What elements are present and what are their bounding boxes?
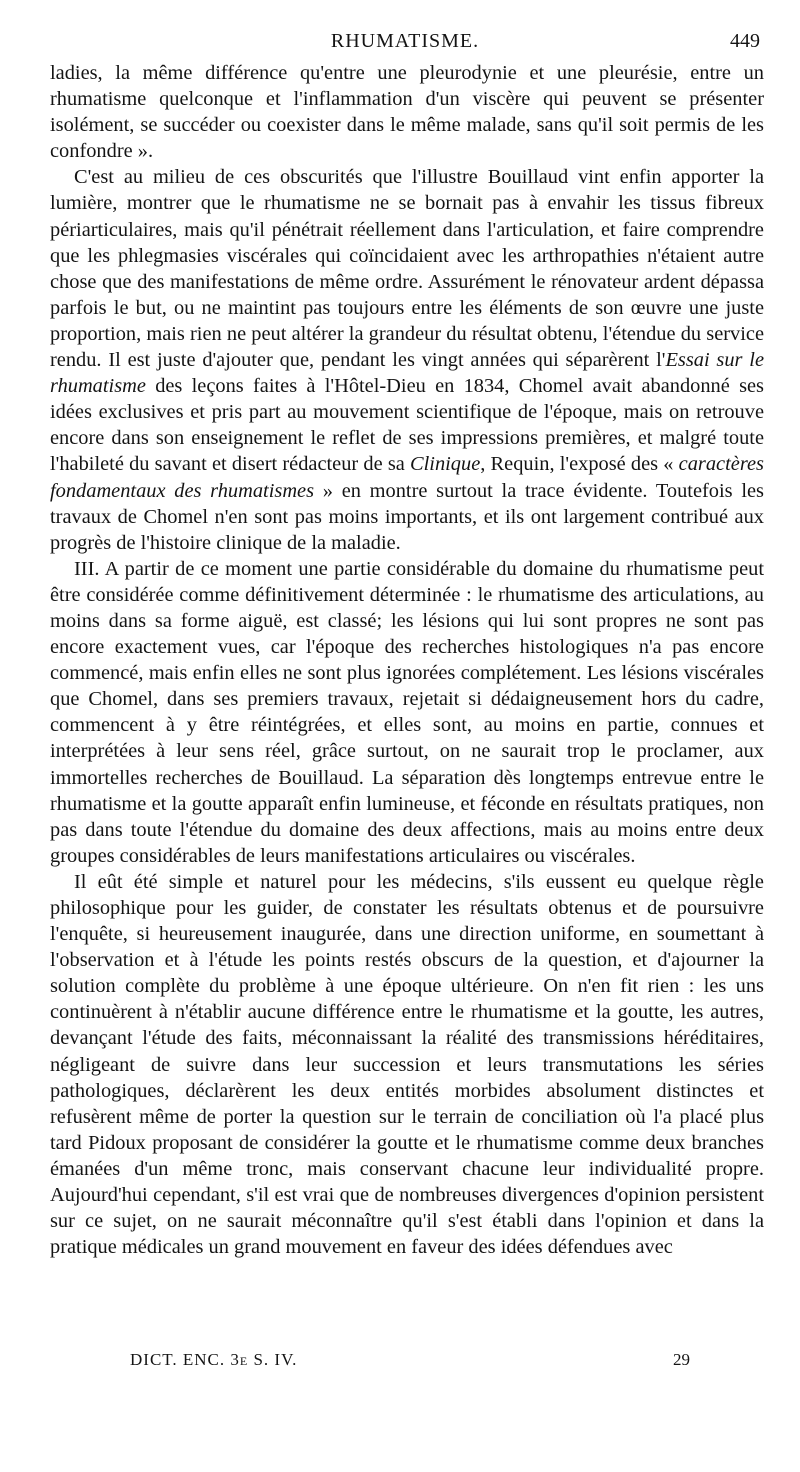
text-run: ladies, la même différence qu'entre une pleurodynie et une pleurésie, entre un rhumatisme quelconque et l'inflammation d'un viscère qui peuvent se présenter isolément, se succéder ou coexister dans le même malade, sans qu'il soit permis de les confondre ».	[50, 62, 764, 163]
page-number: 449	[730, 30, 760, 52]
page-footer	[130, 1350, 690, 1376]
paragraph	[50, 556, 764, 869]
text-run: C'est au milieu de ces obscurités que l'illustre Bouillaud vint enfin apporter la lumière, montrer que le rhumatisme ne se bornait pas à envahir les tissus fibreux périarticulaires, mais qu'il pénétrait réellement dans l'articulation, et faire comprendre que les phlegmasies viscérales qui coïncidaient avec les arthropathies n'étaient autre chose que des manifestations de même ordre. Assurément le rénovateur ardent dépassa parfois le but, ou ne maintint pas toujours entre les éléments de son œuvre une juste proportion, mais rien ne peut altérer la grandeur du résultat obtenu, l'étendue du service rendu. Il est juste d'ajouter que, pendant les vingt années qui séparèrent l'	[50, 166, 764, 372]
paragraph	[50, 164, 764, 555]
italic-run: Clinique	[410, 453, 481, 476]
sheet-number: 29	[673, 1350, 690, 1369]
running-title: RHUMATISME.	[330, 30, 480, 52]
italic-run: Essai sur le rhumatisme	[50, 349, 764, 398]
printer-signature: DICT. ENC. 3e S. IV.	[130, 1350, 298, 1369]
text-run: des leçons faites à l'Hôtel-Dieu en 1834, Chomel avait abandonné ses idées exclusives et pris part au mouvement scientifique de l'époque, mais on retrouve encore dans son enseignement le reflet de ses impressions premières, et malgré toute l'habileté du savant et disert rédacteur de sa	[50, 375, 764, 476]
text-run: , Requin, l'exposé des «	[480, 453, 679, 476]
running-head	[50, 30, 760, 56]
paragraph	[50, 60, 764, 164]
text-run: Il eût été simple et naturel pour les médecins, s'ils eussent eu quelque règle philosophique pour les guider, de constater les résultats obtenus et de poursuivre l'enquête, si heureusement inaugurée, dans une direction uniforme, en soumettant à l'observation et à l'étude les points restés obscurs de la question, et d'ajourner la solution complète du problème à une époque ultérieure. On n'en fit rien : les uns continuèrent à n'établir aucune différence entre le rhumatisme et la goutte, les autres, devançant l'étude des faits, méconnaissant la réalité des transmissions héréditaires, négligeant de suivre dans leur succession et leurs transmutations les séries pathologiques, déclarèrent les deux entités morbides absolument distinctes et refusèrent même de porter la question sur le terrain de conciliation où l'a placé plus tard Pidoux proposant de considérer la goutte et le rhumatisme comme deux branches émanées d'un même tronc, mais conservant chacune leur individualité propre. Aujourd'hui cependant, s'il est vrai que de nombreuses divergences d'opinion persistent sur ce sujet, on ne saurait méconnaître qu'il s'est établi dans l'opinion et dans la pratique médicales un grand mouvement en faveur des idées défendues avec	[50, 870, 764, 1259]
text-run: III. A partir de ce moment une partie considérable du domaine du rhumatisme peut être considérée comme définitivement déterminée : le rhumatisme des articulations, au moins dans sa forme aiguë, est classé; les lésions qui lui sont propres ne sont pas encore exactement vues, car l'époque des recherches histologiques n'a pas encore commencé, mais enfin elles ne sont plus ignorées complétement. Les lésions viscérales que Chomel, dans ses premiers travaux, rejetait si dédaigneusement hors du cadre, commencent à y être réintégrées, et elles sont, au moins en partie, connues et interprétées à leur sens réel, grâce surtout, on ne saurait trop le proclamer, aux immortelles recherches de Bouillaud. La séparation dès longtemps entrevue entre le rhumatisme et la goutte apparaît enfin lumineuse, et féconde en résultats pratiques, non pas dans toute l'étendue du domaine des deux affections, mais au moins entre deux groupes considérables de leurs manifestations articulaires ou viscérales.	[50, 557, 764, 867]
paragraph	[50, 869, 764, 1260]
body-text	[50, 60, 764, 1260]
text-run: » en montre surtout la trace évidente. Toutefois les travaux de Chomel n'en sont pas moins importants, et ils ont largement contribué aux progrès de l'histoire clinique de la maladie.	[50, 479, 764, 554]
italic-run: caractères fondamentaux des rhumatismes	[50, 453, 764, 502]
